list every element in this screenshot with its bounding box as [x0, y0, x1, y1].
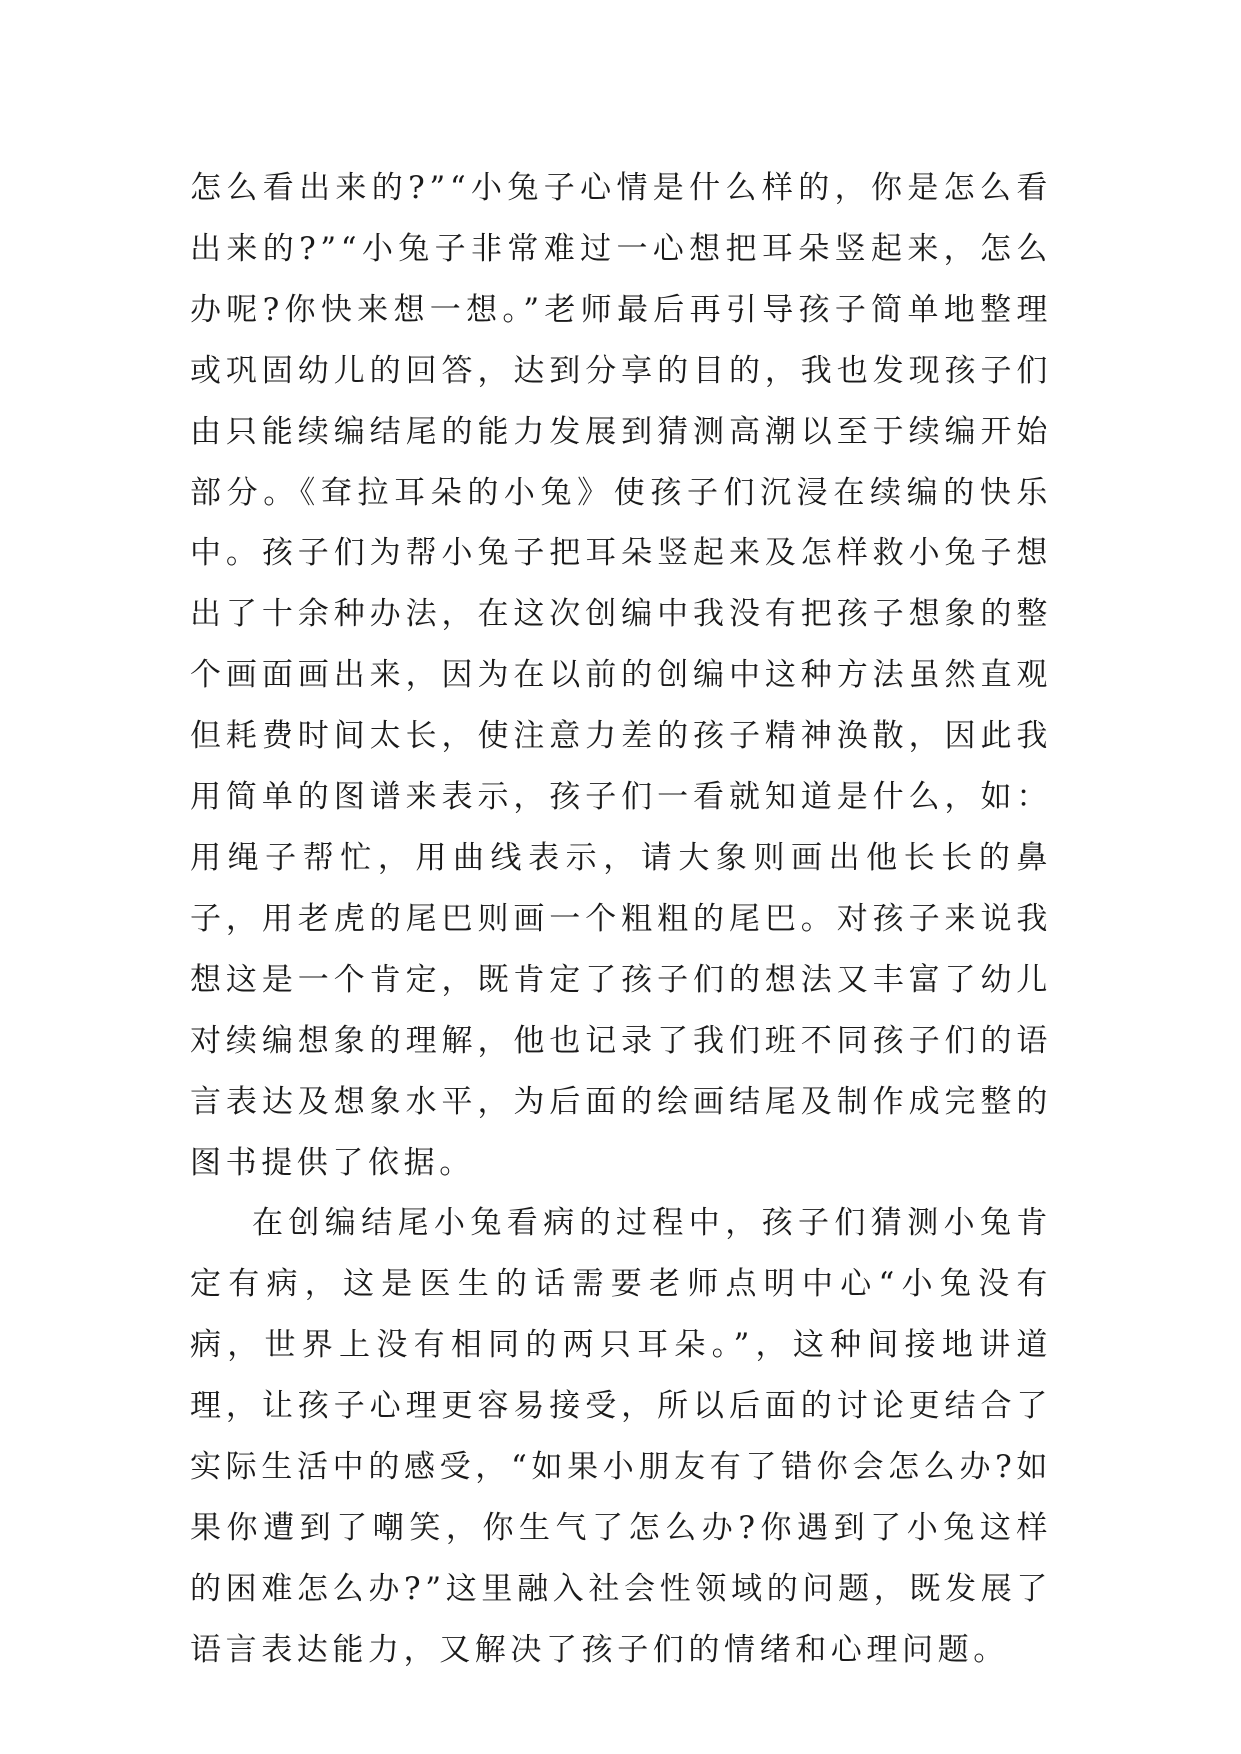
document-body — [190, 158, 1052, 1681]
paragraph-story-ending: 在创编结尾小兔看病的过程中，孩子们猜测小兔肯定有病，这是医生的话需要老师点明中心“小兔没有病，世界上没有相同的两只耳朵。”，这种间接地讲道理，让孩子心理更容易接受，所以后面的讨论更结合了实际生活中的感受，“如果小朋友有了错你会怎么办?如果你遭到了嘲笑，你生气了怎么办?你遇到了小兔这样的困难怎么办?”这里融入社会性领域的问题，既发展了语言表达能力，又解决了孩子们的情绪和心理问题。 — [190, 1205, 1052, 1668]
paragraph-continuation: 怎么看出来的?”“小兔子心情是什么样的，你是怎么看出来的?”“小兔子非常难过一心想把耳朵竖起来，怎么办呢?你快来想一想。”老师最后再引导孩子简单地整理或巩固幼儿的回答，达到分享的目的，我也发现孩子们由只能续编结尾的能力发展到猜测高潮以至于续编开始部分。《耷拉耳朵的小兔》使孩子们沉浸在续编的快乐中。孩子们为帮小兔子把耳朵竖起来及怎样救小兔子想出了十余种办法，在这次创编中我没有把孩子想象的整个画面画出来，因为在以前的创编中这种方法虽然直观但耗费时间太长，使注意力差的孩子精神涣散，因此我用简单的图谱来表示，孩子们一看就知道是什么，如：用绳子帮忙，用曲线表示，请大象则画出他长长的鼻子，用老虎的尾巴则画一个粗粗的尾巴。对孩子来说我想这是一个肯定，既肯定了孩子们的想法又丰富了幼儿对续编想象的理解，他也记录了我们班不同孩子们的语言表达及想象水平，为后面的绘画结尾及制作成完整的图书提供了依据。 — [190, 170, 1052, 1181]
